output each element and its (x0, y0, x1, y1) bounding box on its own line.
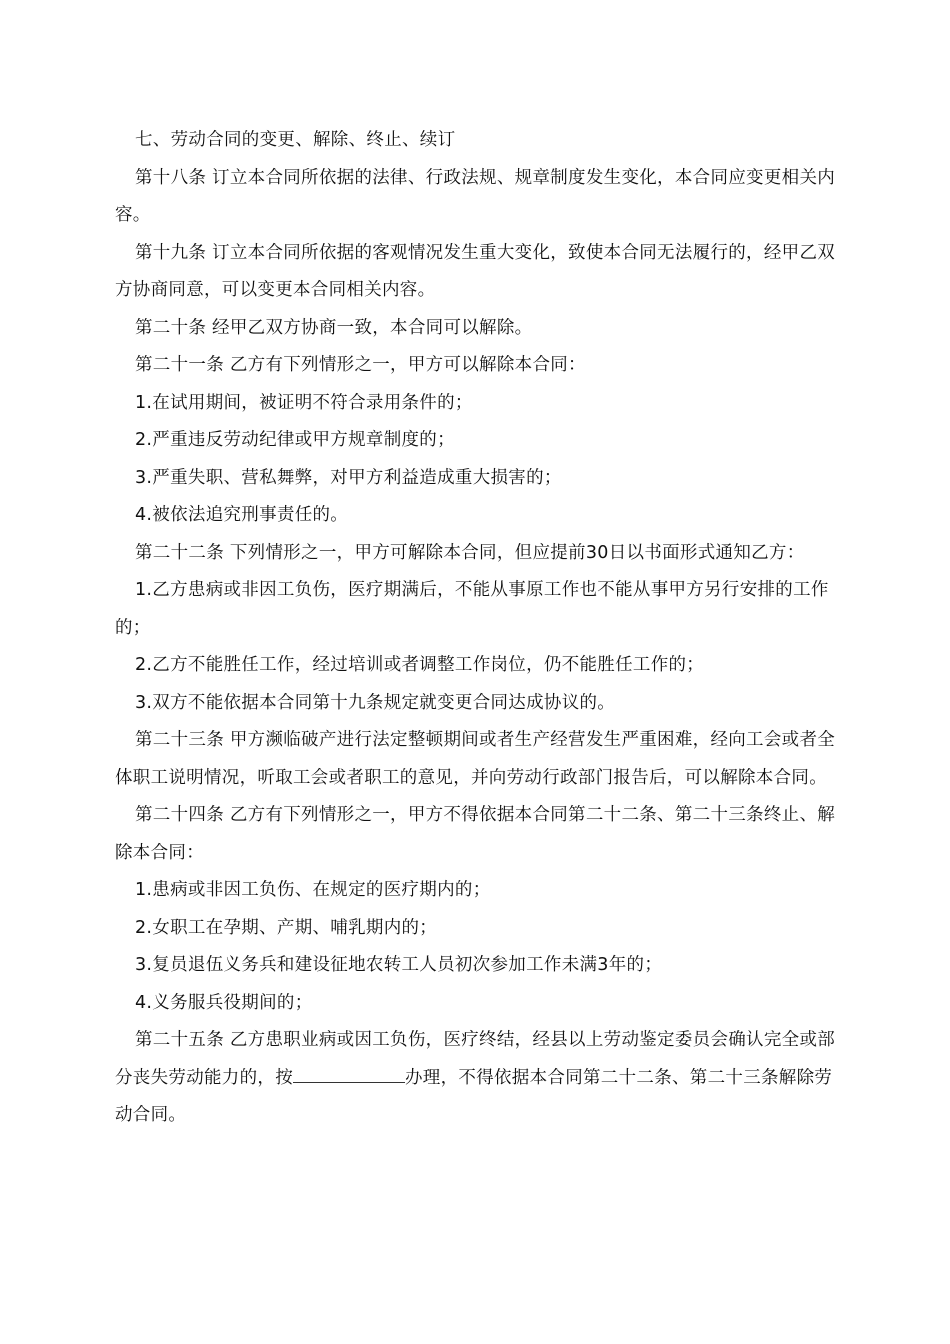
clause-25-text-before: 第二十五条 乙方患职业病或因工负伤，医疗终结，经县以上劳动鉴定委员会确认完全或部分丧失劳动能力的，按 (115, 1030, 836, 1088)
clause-21-item-4: 4.被依法追究刑事责任的。 (135, 505, 349, 525)
clause-22: 第二十二条 下列情形之一，甲方可解除本合同，但应提前30日以书面形式通知乙方： (135, 542, 805, 563)
clause-23: 第二十三条 甲方濒临破产进行法定整顿期间或者生产经营发生严重困难，经向工会或者全体职工说明情况，听取工会或者职工的意见，并向劳动行政部门报告后，可以解除本合同。 (115, 730, 836, 788)
clause-18: 第十八条 订立本合同所依据的法律、行政法规、规章制度发生变化，本合同应变更相关内容。 (115, 167, 836, 225)
clause-24: 第二十四条 乙方有下列情形之一，甲方不得依据本合同第二十二条、第二十三条终止、解除本合同： (115, 805, 836, 863)
clause-22-item-3: 3.双方不能依据本合同第十九条规定就变更合同达成协议的。 (135, 692, 616, 713)
clause-22-item-1: 1.乙方患病或非因工负伤，医疗期满后，不能从事原工作也不能从事甲方另行安排的工作的； (115, 580, 829, 638)
clause-24-item-1: 1.患病或非因工负伤、在规定的医疗期内的； (135, 880, 491, 900)
clause-24-item-4: 4.义务服兵役期间的； (135, 992, 313, 1013)
clause-24-item-3: 3.复员退伍义务兵和建设征地农转工人员初次参加工作未满3年的； (135, 955, 663, 975)
clause-21-item-3: 3.严重失职、营私舞弊，对甲方利益造成重大损害的； (135, 467, 562, 488)
document-body (115, 122, 837, 1135)
fill-in-blank[interactable] (293, 1065, 405, 1083)
clause-24-item-2: 2.女职工在孕期、产期、哺乳期内的； (135, 917, 438, 938)
clause-25 (115, 1022, 837, 1135)
section-heading: 七、劳动合同的变更、解除、终止、续订 (135, 130, 456, 150)
clause-22-item-2: 2.乙方不能胜任工作，经过培训或者调整工作岗位，仍不能胜任工作的； (135, 655, 705, 675)
clause-21-item-2: 2.严重违反劳动纪律或甲方规章制度的； (135, 430, 455, 450)
clause-19: 第十九条 订立本合同所依据的客观情况发生重大变化，致使本合同无法履行的，经甲乙双方协商同意，可以变更本合同相关内容。 (115, 242, 836, 300)
clause-21-item-1: 1.在试用期间，被证明不符合录用条件的； (135, 392, 473, 413)
clause-21: 第二十一条 乙方有下列情形之一，甲方可以解除本合同： (135, 355, 586, 375)
clause-20: 第二十条 经甲乙双方协商一致，本合同可以解除。 (135, 317, 533, 338)
clause-25-text-after: 办理，不得依据本合同第二十二条、第二十三条解除劳动合同。 (115, 1067, 833, 1125)
